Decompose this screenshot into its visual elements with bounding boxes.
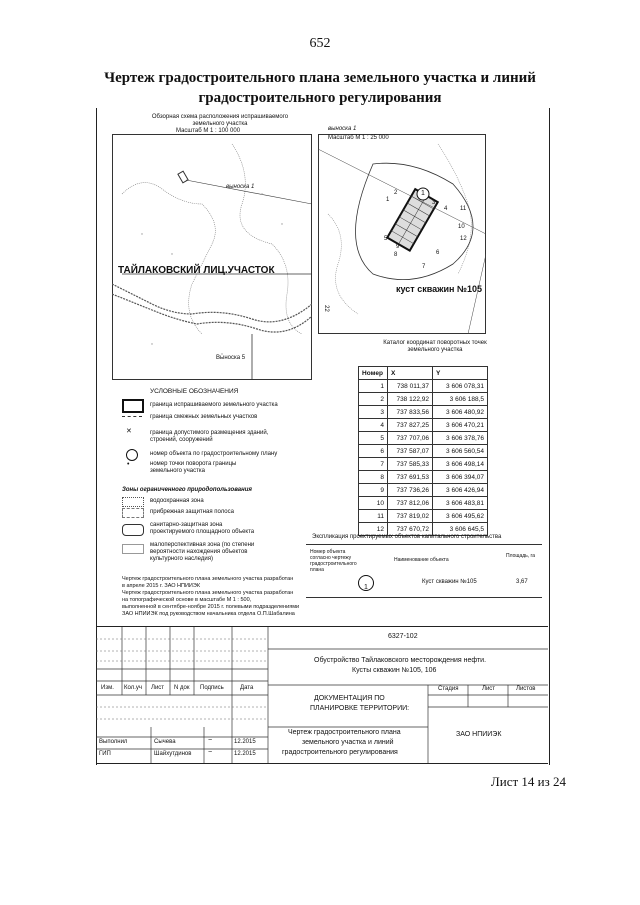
catalog-header: X	[388, 367, 433, 380]
catalog-cell: 3 606 495,62	[433, 510, 488, 523]
well-label: куст скважин №105	[396, 284, 483, 294]
catalog-cell: 3	[359, 406, 388, 419]
catalog-cell: 3 606 394,07	[433, 471, 488, 484]
legend-swatch-cultural	[122, 544, 144, 554]
legend-zones-heading: Зоны ограниченного природопользования	[122, 487, 252, 493]
catalog-cell: 738 122,92	[388, 393, 433, 406]
catalog-cell: 4	[359, 419, 388, 432]
overview-map	[112, 134, 312, 380]
note-line: Чертеж градостроительного плана земельного участка разработан	[122, 590, 294, 596]
stamp-col-header: Кол.уч	[124, 685, 142, 691]
catalog-cell: 12	[359, 523, 388, 536]
catalog-cell: 5	[359, 432, 388, 445]
catalog-caption	[360, 340, 510, 354]
catalog-cell: 738 011,37	[388, 380, 433, 393]
catalog-cell: 3 606 483,81	[433, 497, 488, 510]
sheet-footer: Лист 14 из 24	[490, 774, 566, 789]
stamp-col-header: Изм.	[101, 685, 114, 691]
overview-map-graphic	[112, 134, 312, 380]
stamp-date: 12.2015	[234, 739, 256, 745]
catalog-row	[359, 471, 488, 484]
stamp-stage-header: Листов	[516, 686, 536, 692]
catalog-cell: 3 606 498,14	[433, 458, 488, 471]
catalog-cell: 9	[359, 484, 388, 497]
explication-name: Куст скважин №105	[422, 579, 477, 585]
point-label-9: 9	[396, 244, 400, 250]
detail-object-number: 1	[421, 190, 425, 197]
explication-header-number: Номер объекта согласно чертежу градостроительного плана	[310, 549, 357, 573]
catalog-cell: 3 606 426,94	[433, 484, 488, 497]
point-label-8: 8	[394, 252, 398, 258]
catalog-row	[359, 458, 488, 471]
stamp-doc-2: ПЛАНИРОВКЕ ТЕРРИТОРИИ:	[310, 705, 410, 712]
page-title	[60, 68, 580, 108]
catalog-cell: 2	[359, 393, 388, 406]
catalog-cell: 737 691,53	[388, 471, 433, 484]
catalog-title-line-2: земельного участка	[407, 347, 463, 353]
point-label-6: 6	[436, 250, 440, 256]
legend-item: граница смежных земельных участков	[150, 414, 258, 420]
catalog-cell: 1	[359, 380, 388, 393]
title-line-1: Чертеж градостроительного плана земельного участка и линий	[104, 70, 536, 86]
point-icon: •	[127, 461, 130, 468]
stamp-sheet-title-2: земельного участка и линий	[302, 739, 394, 746]
detail-caption: выноска 1	[328, 126, 357, 132]
catalog-row	[359, 380, 488, 393]
explication-title: Экспликация проектируемых объектов капитального строительства	[312, 534, 502, 540]
stamp-stage-header: Лист	[482, 686, 496, 692]
detail-map	[318, 134, 486, 334]
legend-swatch-shore	[122, 508, 144, 518]
legend-swatch-sanitary	[122, 524, 144, 536]
catalog-cell: 3 606 078,31	[433, 380, 488, 393]
cross-icon: ✕	[126, 428, 132, 435]
legend-item: номер точки поворота границы земельного участка	[150, 461, 237, 474]
legend-swatch-boundary	[122, 399, 144, 413]
stamp-project-1: Обустройство Тайлаковского месторождения нефти.	[314, 657, 487, 664]
detail-scale: Масштаб М 1 : 25 000	[328, 135, 389, 141]
point-label-3: 3	[432, 200, 436, 206]
legend-item: номер объекта по градостроительному плану	[150, 451, 278, 457]
catalog-rows	[359, 380, 488, 536]
explication-number: 1	[364, 584, 368, 591]
note-line: Чертеж градостроительного плана земельного участка разработан	[122, 576, 294, 582]
catalog-row	[359, 432, 488, 445]
catalog-table	[358, 366, 488, 536]
stamp-name: Шайхутдинов	[154, 751, 192, 757]
catalog-cell: 737 587,07	[388, 445, 433, 458]
point-label-12: 12	[460, 236, 467, 242]
catalog-header: Номер	[359, 367, 388, 380]
legend-item: граница испрашиваемого земельного участка	[150, 402, 278, 408]
legend-heading: УСЛОВНЫЕ ОБОЗНАЧЕНИЯ	[150, 388, 239, 395]
stamp-col-header: Дата	[240, 685, 254, 691]
point-label-2: 2	[394, 190, 398, 196]
catalog-cell: 3 606 560,54	[433, 445, 488, 458]
catalog-cell: 7	[359, 458, 388, 471]
legend-zone: малоперспективная зона (по степени вероятности нахождения объектов культурного наследия)	[150, 542, 255, 562]
catalog-cell: 737 670,72	[388, 523, 433, 536]
stamp-name: Сычева	[154, 739, 176, 745]
catalog-row	[359, 484, 488, 497]
legend-zone: прибрежная защитная полоса	[150, 509, 234, 515]
coordinate-catalog	[358, 366, 488, 536]
catalog-row	[359, 393, 488, 406]
overview-callout: выноска 1	[226, 184, 255, 190]
title-line-2: градостроительного регулирования	[198, 90, 442, 106]
point-label-10: 10	[458, 224, 465, 230]
catalog-row	[359, 445, 488, 458]
catalog-cell: 8	[359, 471, 388, 484]
explication-header-name: Наименование объекта	[394, 557, 449, 563]
stamp-col-header: Подпись	[200, 685, 224, 691]
note-line: на топографической основе в масштабе М 1 : 500,	[122, 597, 252, 603]
explication-area: 3,67	[516, 579, 528, 585]
stamp-code: 6327-102	[388, 633, 418, 640]
legend-zone: санитарно-защитная зона проектируемого площадного объекта	[150, 522, 255, 535]
stamp-org: ЗАО НПИИЭК	[456, 731, 502, 738]
catalog-cell: 737 833,56	[388, 406, 433, 419]
stamp-date: 12.2015	[234, 751, 256, 757]
note-line: в апреле 2015 г. ЗАО НПИИЭК	[122, 583, 201, 589]
catalog-cell: 737 585,33	[388, 458, 433, 471]
title-block	[96, 626, 548, 764]
catalog-cell: 3 606 378,76	[433, 432, 488, 445]
point-label-4: 4	[444, 206, 448, 212]
stamp-col-header: N док	[174, 685, 190, 691]
overview-caption-line-2: земельного участка	[192, 121, 248, 127]
stamp-doc-1: ДОКУМЕНТАЦИЯ ПО	[314, 695, 385, 702]
stamp-role: ГИП	[99, 751, 111, 757]
catalog-row	[359, 497, 488, 510]
stamp-stage-header: Стадия	[438, 686, 459, 692]
catalog-header: Y	[433, 367, 488, 380]
region-label: ТАЙЛАКОВСКИЙ ЛИЦ.УЧАСТОК	[118, 265, 275, 276]
explication-table	[306, 544, 542, 598]
overview-bottom-label: Выноска 5	[216, 355, 246, 361]
detail-edge-number: 22	[322, 305, 329, 312]
stamp-role: Выполнил	[99, 739, 128, 745]
notes	[122, 576, 299, 618]
catalog-cell: 737 819,02	[388, 510, 433, 523]
overview-caption	[140, 114, 300, 128]
catalog-cell: 10	[359, 497, 388, 510]
explication-header-area: Площадь, га	[506, 553, 536, 559]
catalog-cell: 737 812,06	[388, 497, 433, 510]
stamp-signature: ~	[208, 749, 213, 756]
catalog-cell: 737 827,25	[388, 419, 433, 432]
point-label-11: 11	[460, 206, 467, 212]
stamp-signature: ~	[208, 737, 213, 744]
stamp-sheet-title-3: градостроительного регулирования	[282, 749, 398, 756]
stamp-sheet-title-1: Чертеж градостроительного плана	[288, 729, 401, 736]
catalog-title-line-1: Каталог координат поворотных точек	[383, 340, 487, 346]
overview-caption-line-1: Обзорная схема расположения испрашиваемого	[151, 114, 289, 120]
catalog-cell: 6	[359, 445, 388, 458]
catalog-cell: 3 606 645,5	[433, 523, 488, 536]
point-label-1: 1	[386, 197, 390, 203]
catalog-cell: 737 707,06	[388, 432, 433, 445]
catalog-row	[359, 419, 488, 432]
detail-map-graphic	[318, 134, 486, 334]
catalog-cell: 3 606 188,5	[433, 393, 488, 406]
catalog-row	[359, 510, 488, 523]
note-line: ЗАО НПИИЭК под руководством начальника отдела О.П.Шабалина	[122, 611, 295, 617]
catalog-row	[359, 406, 488, 419]
catalog-header-row	[359, 367, 488, 380]
object-number-icon	[126, 449, 138, 461]
point-label-5: 5	[384, 236, 388, 242]
catalog-cell: 3 606 470,21	[433, 419, 488, 432]
legend-zone: водоохранная зона	[150, 498, 204, 504]
point-label-7: 7	[422, 264, 426, 270]
legend-swatch-adjacent	[122, 416, 142, 417]
overview-scale: Масштаб М 1 : 100 000	[176, 128, 241, 134]
note-line: выполненной в сентябре-ноябре 2015 г. полевыми подразделениями	[122, 604, 300, 610]
page-number: 652	[309, 36, 331, 51]
legend-item: граница допустимого размещения зданий, строений, сооружений	[150, 430, 269, 443]
explication-object-circle	[358, 575, 374, 591]
stamp-col-header: Лист	[151, 685, 165, 691]
stamp-project-2: Кусты скважин №105, 106	[352, 667, 437, 674]
catalog-cell: 737 736,26	[388, 484, 433, 497]
catalog-cell: 3 606 480,92	[433, 406, 488, 419]
catalog-cell: 11	[359, 510, 388, 523]
legend-swatch-water	[122, 497, 144, 507]
